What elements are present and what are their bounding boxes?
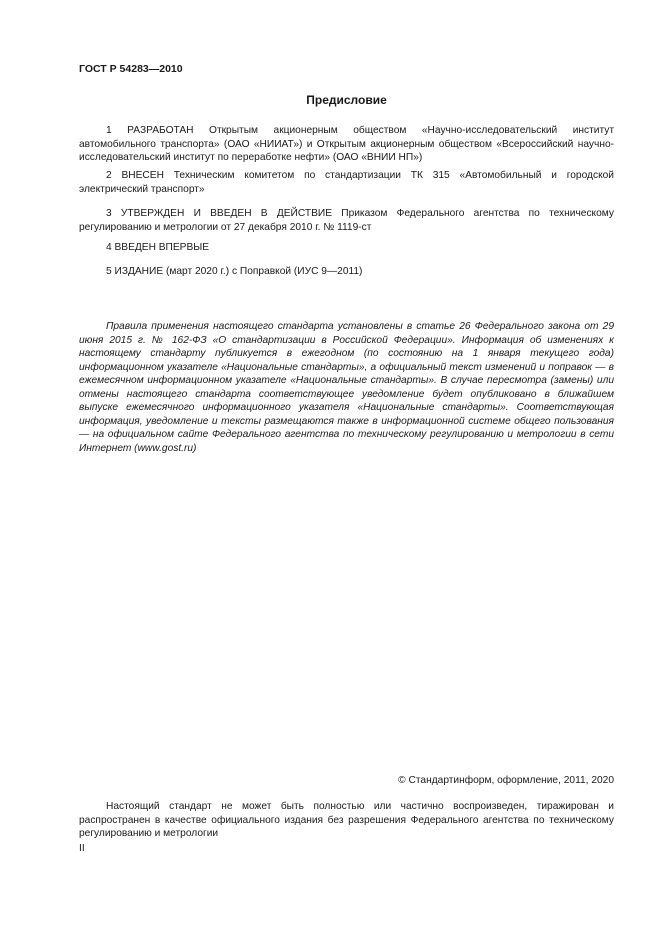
preface-item-first-introduced: 4 ВВЕДЕН ВПЕРВЫЕ	[106, 242, 210, 253]
preface-title: Предисловие	[306, 93, 387, 107]
preface-item-edition: 5 ИЗДАНИЕ (март 2020 г.) с Поправкой (ИУС 9—2011)	[106, 266, 363, 277]
reproduction-rights-notice: Настоящий стандарт не может быть полностью или частично воспроизведен, тиражирован и распространен в качестве официального издания без разрешения Федерального агентства по техническому регулированию и метрологии	[79, 801, 614, 839]
preface-item-approved: 3 УТВЕРЖДЕН И ВВЕДЕН В ДЕЙСТВИЕ Приказом Федерального агентства по техническому регулированию и метрологии от 27 декабря 2010 г. № 1119-ст	[79, 208, 614, 233]
preface-item-developed: 1 РАЗРАБОТАН Открытым акционерным обществом «Научно-исследовательский институт автомобильного транспорта» (ОАО «НИИАТ») и Открытым акционерным обществом «Всероссийский научно-исследовательский институт по переработке нефти» (ОАО «ВНИИ НП»)	[79, 125, 614, 163]
preface-item-introduced: 2 ВНЕСЕН Техническим комитетом по стандартизации ТК 315 «Автомобильный и городской электрический транспорт»	[79, 170, 614, 195]
page-number: II	[79, 843, 85, 854]
standard-code-header: ГОСТ Р 54283—2010	[79, 63, 183, 75]
copyright-line: © Стандартинформ, оформление, 2011, 2020	[398, 775, 614, 786]
application-rules-notice: Правила применения настоящего стандарта установлены в статье 26 Федерального закона от 29 июня 2015 г. № 162-ФЗ «О стандартизации в Российской Федерации». Информация об изменениях к настоящему стандарту публикуется в ежегодном (по состоянию на 1 января текущего года) информационном указателе «Национальные стандарты», а официальный текст изменений и поправок — в ежемесячном информационном указателе «Национальные стандарты». В случае пересмотра (замены) или отмены настоящего стандарта соответствующее уведомление будет опубликовано в ближайшем выпуске ежемесячного информационного указателя «Национальные стандарты». Соответствующая информация, уведомление и тексты размещаются также в информационной системе общего пользования — на официальном сайте Федерального агентства по техническому регулированию и метрологии в сети Интернет (www.gost.ru)	[79, 321, 614, 454]
